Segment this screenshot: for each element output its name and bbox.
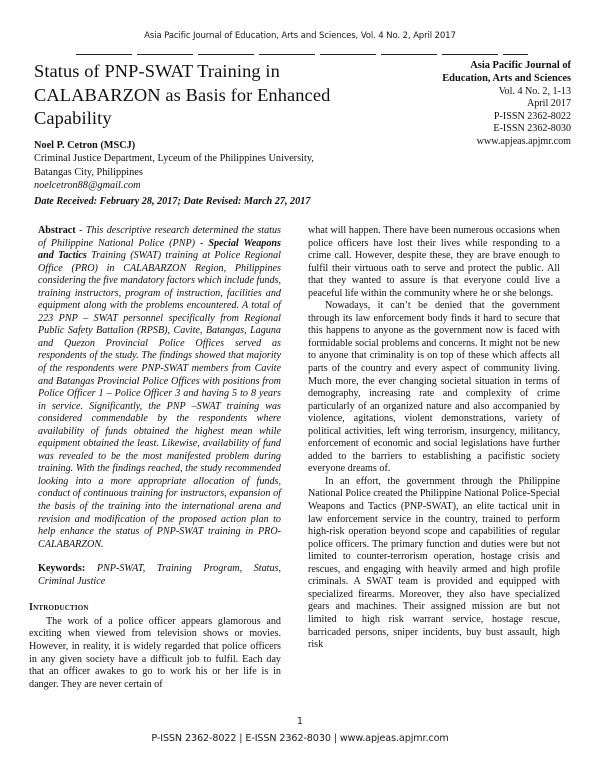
- running-head: Asia Pacific Journal of Education, Arts and Sciences, Vol. 4 No. 2, April 2017: [144, 31, 456, 41]
- abstract-text-part1: This descriptive research determined the status of Philippine National Police (PNP) -: [38, 225, 281, 249]
- author-block: [34, 139, 364, 193]
- received-revised-dates: Date Received: February 28, 2017; Date Revised: March 27, 2017: [34, 196, 311, 207]
- column-right: [308, 225, 560, 652]
- header-divider-rule: [76, 54, 528, 55]
- abstract-bold-phrase: Special Weapons and Tactics: [38, 237, 281, 262]
- abstract-paragraph: [38, 225, 281, 551]
- journal-name-line2: Education, Arts and Sciences: [442, 72, 571, 84]
- author-affiliation-line2: Batangas City, Philippines: [34, 166, 143, 178]
- intro-paragraph-1-left: The work of a police officer appears glamorous and exciting when viewed from television shows or movies. However, in reality, it is widely regarded that police officers in any given society have a difficult job to fulfil. Each day that an officer awakes to go to work his or her life is in danger. They are never certain of: [29, 615, 281, 690]
- title-block: [34, 60, 334, 131]
- keywords-label: Keywords:: [38, 563, 86, 575]
- journal-date: April 2017: [526, 98, 571, 110]
- journal-volume: Vol. 4 No. 2, 1-13: [498, 85, 571, 97]
- journal-name-line1: Asia Pacific Journal of: [470, 60, 571, 71]
- journal-e-issn: E-ISSN 2362-8030: [493, 123, 571, 135]
- page-number: 1: [297, 716, 303, 727]
- intro-paragraph-1-right: what will happen. There have been numerous occasions when police officers have lost their lives while responding to a crime call. However, despite these, they are brave enough to fulfil their virtuous oath to serve and protect the public. All that they wanted to assure is that everyone could live a peaceful life within the community where he or she belongs.: [308, 225, 560, 299]
- abstract-dash: -: [75, 225, 86, 236]
- journal-p-issn: P-ISSN 2362-8022: [493, 110, 571, 122]
- keywords-paragraph: [38, 563, 281, 588]
- page-title: Status of PNP-SWAT Training in CALABARZON as Basis for Enhanced Capability: [34, 61, 331, 128]
- intro-paragraph-3: In an effort, the government through the Philippine National Police created the Philippine National Police-Special Weapons and Tactics (PNP-SWAT), an elite tactical unit in law enforcement service in the country, trained to perform high-risk operation beyond scope and capabilities of regular police officers. The primary function and duties were but not limited to counter-terrorism operation, hostage crisis and rescues, and engaging with heavily armed and high profile criminals. A SWAT team is provided and equipped with specialized firearms. Moreover, they also have specialized gears and machines. Their assigned mission are but not limited to high risk warrant service, hostage rescue, barricaded persons, sniper incidents, buy bust assault, high risk: [308, 475, 560, 651]
- intro-paragraph-2: Nowadays, it can’t be denied that the government through its law enforcement body finds it hard to secure that this happens to anyone as the government now is faced with formidable social problems and concerns. It might not be new to anyone that criminality is on top of these which affects all parts of the country and every aspect of community living. Much more, the ever changing societal situation in terms of demography, increasing rate and complexity of crime particularly of an organized nature and also accompanied by violence, agitations, violent demonstrations, variety of political activities, left wing terrorism, insurgency, militancy, enforcement of economic and social legislations have further added to the barriers to establishing a pacifistic society everyone dreams of.: [308, 300, 560, 475]
- footer-issn-line: P-ISSN 2362-8022 | E-ISSN 2362-8030 | www.apjeas.apjmr.com: [151, 733, 449, 744]
- abstract-label: Abstract: [38, 225, 76, 236]
- journal-masthead: [386, 60, 571, 149]
- author-affiliation-line1: Criminal Justice Department, Lyceum of the Philippines University,: [34, 153, 314, 165]
- section-heading-introduction: Introduction: [29, 602, 89, 614]
- author-name: Noel P. Cetron (MSCJ): [34, 140, 136, 151]
- keywords-text: PNP-SWAT, Training Program, Status, Criminal Justice: [38, 563, 281, 587]
- abstract-text-part2: Training (SWAT) training at Police Regional Office (PRO) in CALABARZON Region, Philippines considering the five mandatory factors which include funds, training instructors, program of instruction, facilities and equipment along with the problems encountered. A total of 223 PNP – SWAT personnel specifically from Regional Public Safety Battalion (RPSB), Cavite, Batangas, Laguna and Quezon Provincial Police Offices served as respondents of the study. The findings showed that majority of the respondents were PNP-SWAT members from Cavite and Batangas Provincial Police Offices with positions from Police Officer 1 – Police Officer 3 and having 5 to 8 years in service. Significantly, the PNP –SWAT training was considered commendable by the respondents where availability of funds obtained the highest mean while equipment obtained the least. Likewise, availability of fund was revealed to be the most manifested problem during training. With the findings reached, the study recommended looking into a more appropriate allocation of funds, conduct of continuous training for instructors, expansion of the basis of the training into the international arena and revision and modification of the proposed action plan to help enhance the status of PNP-SWAT training in PRO- CALABARZON.: [38, 250, 281, 550]
- journal-website: www.apjeas.apjmr.com: [476, 135, 571, 147]
- author-email: noelcetron88@gmail.com: [34, 180, 141, 192]
- column-left: [29, 225, 281, 691]
